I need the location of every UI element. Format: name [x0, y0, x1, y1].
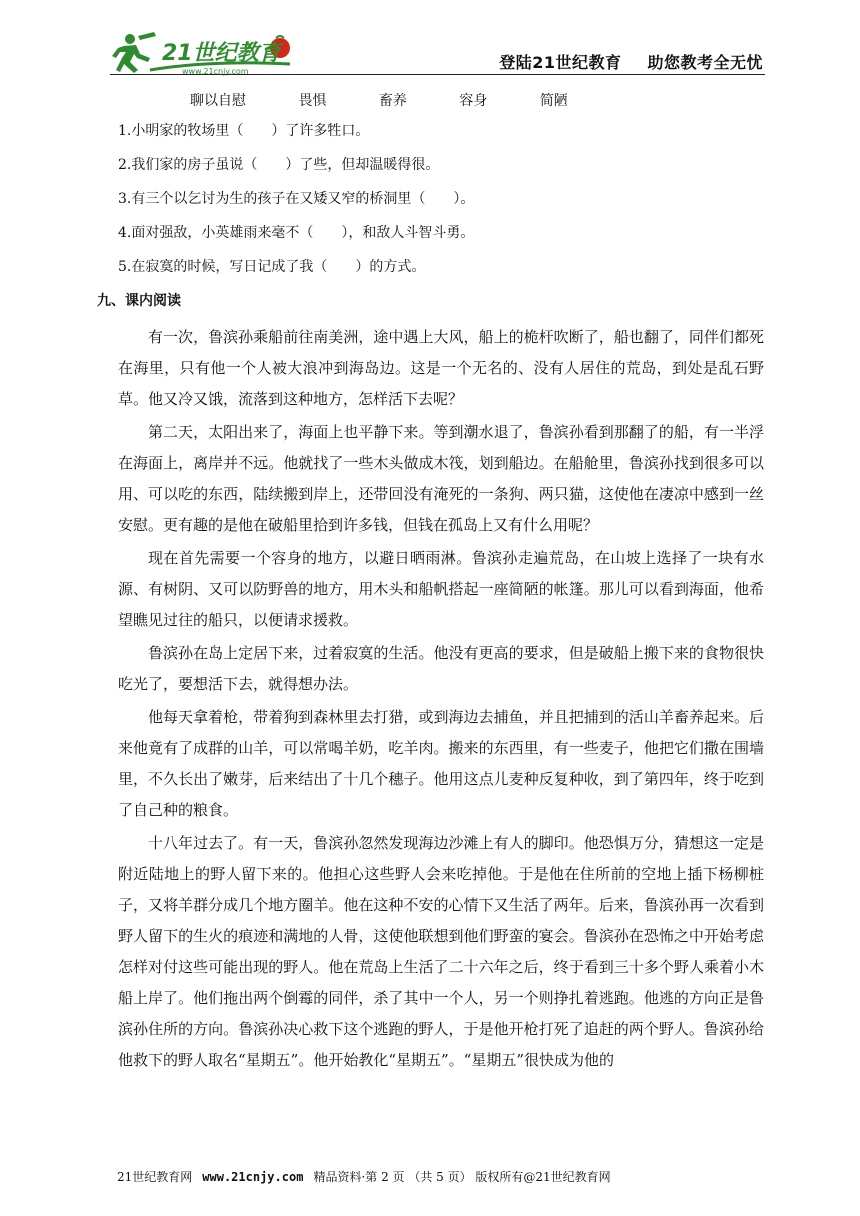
- question-item: 3.有三个以乞讨为生的孩子在又矮又窄的桥洞里（ ）。: [118, 191, 475, 207]
- footer-site: 21世纪教育网: [117, 1170, 193, 1184]
- question-list: [118, 120, 768, 290]
- passage-paragraph: 有一次，鲁滨孙乘船前往南美洲，途中遇上大风，船上的桅杆吹断了，船也翻了，同伴们都死在海里，只有他一个人被大浪冲到海岛边。这是一个无名的、没有人居住的荒岛，到处是乱石野草。他又冷又饿，流落到这种地方，怎样活下去呢？: [118, 328, 764, 408]
- page-header: [110, 28, 765, 76]
- passage-paragraph: 鲁滨孙在岛上定居下来，过着寂寞的生活。他没有更高的要求，但是破船上搬下来的食物很快吃光了，要想活下去，就得想办法。: [118, 644, 764, 693]
- tagline-left: 登陆21世纪教育: [499, 53, 622, 72]
- question-item: 1.小明家的牧场里（ ）了许多牲口。: [118, 123, 370, 139]
- word-bank-item: 畏惧: [298, 93, 327, 109]
- logo-21cnjy: [110, 30, 300, 76]
- header-divider: [110, 74, 765, 75]
- word-bank: [190, 90, 616, 110]
- passage-paragraph: 现在首先需要一个容身的地方，以避日晒雨淋。鲁滨孙走遍荒岛，在山坡上选择了一块有水源、有树阴、又可以防野兽的地方，用木头和船帆搭起一座简陋的帐篷。那儿可以看到海面，他希望瞧见过往的船只，以便请求援救。: [118, 549, 764, 629]
- footer-url[interactable]: www.21cnjy.com: [202, 1170, 304, 1184]
- footer-page-info: 精品资料·第 2 页 （共 5 页） 版权所有@21世纪教育网: [313, 1170, 611, 1184]
- page-footer: [117, 1168, 611, 1185]
- passage-paragraph: 十八年过去了。有一天，鲁滨孙忽然发现海边沙滩上有人的脚印。他恐惧万分，猜想这一定是附近陆地上的野人留下来的。他担心这些野人会来吃掉他。于是他在住所前的空地上插下杨柳桩子，又将羊群分成几个地方圈羊。他在这种不安的心情下又生活了两年。后来，鲁滨孙再一次看到野人留下的生火的痕迹和满地的人骨，这使他联想到他们野蛮的宴会。鲁滨孙在恐怖之中开始考虑怎样对付这些可能出现的野人。他在荒岛上生活了二十六年之后，终于看到三十多个野人乘着小木船上岸了。他们拖出两个倒霉的同伴，杀了其中一个人，另一个则挣扎着逃跑。他逃的方向正是鲁滨孙住所的方向。鲁滨孙决心救下这个逃跑的野人，于是他开枪打死了追赶的两个野人。鲁滨孙给他救下的野人取名“星期五”。他开始教化“星期五”。“星期五”很快成为他的: [118, 834, 764, 1069]
- passage-paragraph: 他每天拿着枪，带着狗到森林里去打猎，或到海边去捕鱼，并且把捕到的活山羊畜养起来。后来他竟有了成群的山羊，可以常喝羊奶，吃羊肉。搬来的东西里，有一些麦子，他把它们撒在围墙里，不久长出了嫩芽，后来结出了十几个穗子。他用这点儿麦种反复种收，到了第四年，终于吃到了自己种的粮食。: [118, 708, 764, 819]
- logo-url: www.21cnjy.com: [182, 67, 249, 76]
- word-bank-item: 简陋: [539, 93, 568, 109]
- question-item: 4.面对强敌，小英雄雨来毫不（ ），和敌人斗智斗勇。: [118, 225, 475, 241]
- section-heading: 九、课内阅读: [97, 293, 181, 309]
- header-tagline: [499, 50, 763, 73]
- reading-passage: [118, 322, 764, 1078]
- word-bank-item: 聊以自慰: [190, 93, 246, 109]
- tagline-right: 助您教考全无忧: [647, 53, 763, 72]
- question-item: 5.在寂寞的时候，写日记成了我（ ）的方式。: [118, 259, 426, 275]
- logo-text: 21世纪教育: [162, 41, 281, 66]
- passage-paragraph: 第二天，太阳出来了，海面上也平静下来。等到潮水退了，鲁滨孙看到那翻了的船，有一半浮在海面上，离岸并不远。他就找了一些木头做成木筏，划到船边。在船舱里，鲁滨孙找到很多可以用、可以吃的东西，陆续搬到岸上，还带回没有淹死的一条狗、两只猫，这使他在凄凉中感到一丝安慰。更有趣的是他在破船里拾到许多钱，但钱在孤岛上又有什么用呢？: [118, 423, 764, 534]
- word-bank-item: 畜养: [378, 93, 407, 109]
- question-item: 2.我们家的房子虽说（ ）了些，但却温暖得很。: [118, 157, 440, 173]
- word-bank-item: 容身: [459, 93, 488, 109]
